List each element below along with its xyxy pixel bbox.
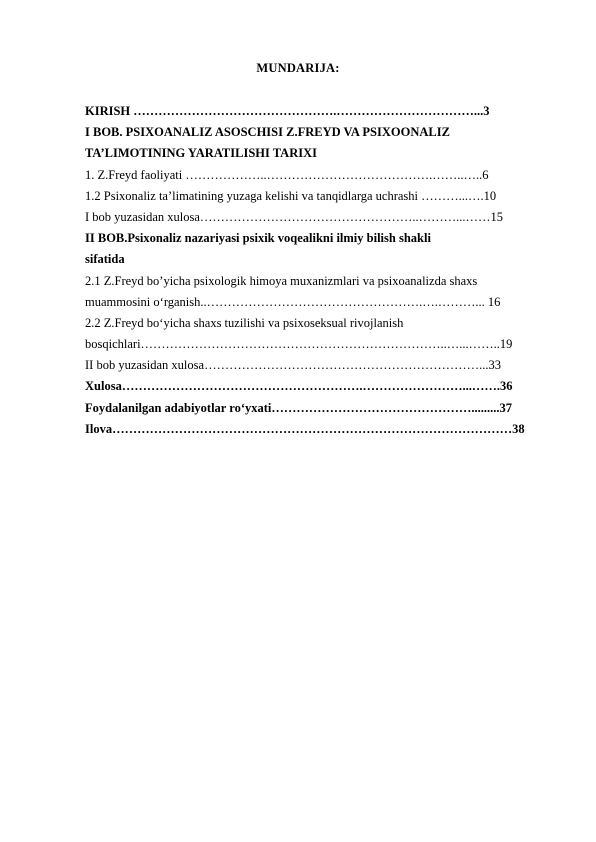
toc-entry-2-2: 2.2 Z.Freyd bo‘yicha shaxs tuzilishi va psixoseksual rivojlanish <box>85 315 404 330</box>
toc-entry-2-2-cont: bosqichlari………………………………………………………………..…...……..19 <box>85 337 513 352</box>
toc-heading-chapter-1: I BOB. PSIXOANALIZ ASOSCHISI Z.FREYD VA PSIXOONALIZ <box>85 125 450 140</box>
toc-entry-xulosa: Xulosa………………………………………………….……………………...…….36 <box>85 379 513 394</box>
toc-heading-chapter-2: II BOB.Psixonaliz nazariyasi psixik voqealikni ilmiy bilish shakli <box>85 231 431 246</box>
toc-entry-chapter-2-summary: II bob yuzasidan xulosa…………………………………………………………...33 <box>85 358 501 373</box>
toc-entry-ilova: Ilova……………………………………………………………………………………38 <box>85 421 525 436</box>
toc-entry-bibliography: Foydalanilgan adabiyotlar ro‘yxati………………………………………….........37 <box>85 400 512 415</box>
table-of-contents <box>85 101 555 440</box>
toc-entry-kirish: KIRISH ………………………………………….……………………………...3 <box>85 104 490 118</box>
toc-entry-2-1-cont: muammosini o‘rganish..…………………………………………….….………... 16 <box>85 294 501 309</box>
page-title: MUNDARIJA: <box>256 61 340 75</box>
toc-entry-1-2: 1.2 Psixonaliz ta’limatining yuzaga kelishi va tanqidlarga uchrashi ………...….10 <box>85 188 497 203</box>
toc-entry-2-1: 2.1 Z.Freyd bo’yicha psixologik himoya muxanizmlari va psixoanalizda shaxs <box>85 273 478 288</box>
toc-heading-chapter-2-cont: sifatida <box>85 252 125 267</box>
toc-entry-1-1: 1. Z.Freyd faoliyati ………………..………………………………….……..…..6 <box>85 167 489 182</box>
toc-entry-chapter-1-summary: I bob yuzasidan xulosa……………………………………………..………...……15 <box>85 209 504 224</box>
toc-heading-chapter-1-cont: TA’LIMOTINING YARATILISHI TARIXI <box>85 146 317 161</box>
